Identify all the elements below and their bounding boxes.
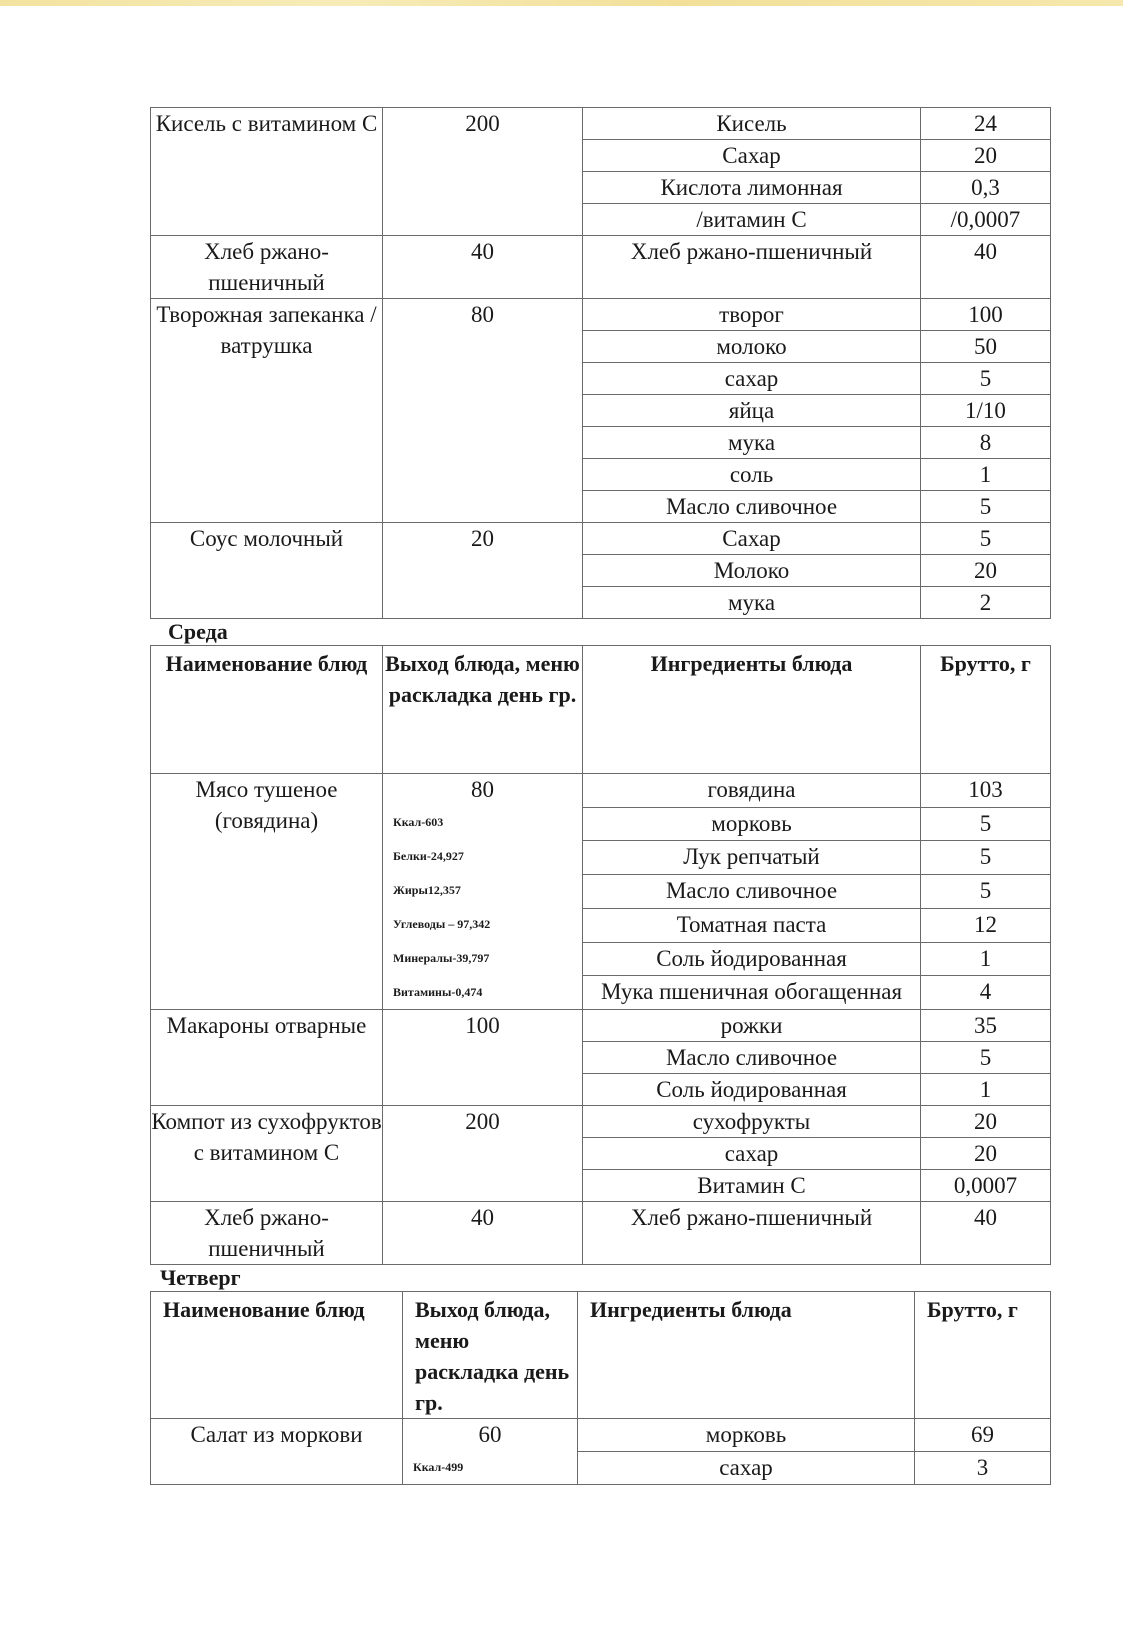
dish-name bbox=[151, 299, 383, 523]
yield-value: 80 bbox=[471, 777, 494, 802]
menu-table-wednesday bbox=[150, 645, 1051, 1265]
ingredient-gross: 20 bbox=[921, 140, 1051, 172]
dish-name bbox=[151, 523, 383, 619]
ingredient-name: мука bbox=[583, 587, 921, 619]
ingredient-name: рожки bbox=[583, 1010, 921, 1042]
table-row bbox=[151, 1010, 1051, 1042]
table-row bbox=[151, 299, 1051, 331]
yield-value: 200 bbox=[465, 111, 500, 136]
ingredient-name: Сахар bbox=[583, 140, 921, 172]
ingredient-gross: 8 bbox=[921, 427, 1051, 459]
yield-value: 20 bbox=[471, 526, 494, 551]
ingredient-name: соль bbox=[583, 459, 921, 491]
dish-name bbox=[151, 1010, 383, 1106]
nutrition-line: Минералы-39,797 bbox=[393, 951, 490, 965]
ingredient-name: Томатная паста bbox=[583, 908, 921, 942]
ingredient-name: Соль йодированная bbox=[583, 942, 921, 976]
header-dish-name: Наименование блюд bbox=[151, 646, 383, 774]
ingredient-name: Витамин С bbox=[583, 1170, 921, 1202]
dish-name-text: Салат из моркови bbox=[190, 1422, 363, 1447]
dish-name-text: Мясо тушеное (говядина) bbox=[195, 777, 338, 833]
ingredient-gross: 5 bbox=[921, 363, 1051, 395]
dish-name-text: Макароны отварные bbox=[166, 1013, 367, 1038]
dish-name-text: Хлеб ржано-пшеничный bbox=[204, 1205, 329, 1261]
ingredient-name: Соль йодированная bbox=[583, 1074, 921, 1106]
dish-name bbox=[151, 774, 383, 1010]
ingredient-name: Масло сливочное bbox=[583, 1042, 921, 1074]
dish-name bbox=[151, 1202, 383, 1265]
ingredient-gross: 103 bbox=[921, 774, 1051, 808]
ingredient-gross: 12 bbox=[921, 908, 1051, 942]
yield-value: 40 bbox=[471, 239, 494, 264]
yield-value: 40 bbox=[471, 1205, 494, 1230]
menu-document bbox=[150, 107, 1050, 1485]
ingredient-name: молоко bbox=[583, 331, 921, 363]
ingredient-name: Хлеб ржано-пшеничный bbox=[583, 1202, 921, 1265]
header-yield: Выход блюда, меню раскладка день гр. bbox=[403, 1292, 578, 1419]
ingredient-gross: 24 bbox=[921, 108, 1051, 140]
dish-name bbox=[151, 1106, 383, 1202]
ingredient-name: Хлеб ржано-пшеничный bbox=[583, 236, 921, 299]
ingredient-gross: 4 bbox=[921, 976, 1051, 1010]
ingredient-name: морковь bbox=[583, 807, 921, 841]
dish-name-text: Хлеб ржано-пшеничный bbox=[204, 239, 329, 295]
ingredient-gross: 5 bbox=[921, 1042, 1051, 1074]
nutrition-line: Витамины-0,474 bbox=[393, 985, 483, 999]
ingredient-name: говядина bbox=[583, 774, 921, 808]
nutrition-facts bbox=[383, 805, 582, 1009]
day-heading-thursday: Четверг bbox=[160, 1265, 241, 1290]
ingredient-gross: 5 bbox=[921, 875, 1051, 909]
ingredient-gross: 40 bbox=[921, 1202, 1051, 1265]
table-row bbox=[151, 1106, 1051, 1138]
ingredient-name: яйца bbox=[583, 395, 921, 427]
ingredient-name: /витамин С bbox=[583, 204, 921, 236]
ingredient-gross: /0,0007 bbox=[921, 204, 1051, 236]
table-row bbox=[151, 774, 1051, 808]
nutrition-line: Жиры12,357 bbox=[393, 883, 461, 897]
ingredient-name: Мука пшеничная обогащенная bbox=[583, 976, 921, 1010]
header-dish-name: Наименование блюд bbox=[151, 1292, 403, 1419]
yield-value: 80 bbox=[471, 302, 494, 327]
dish-yield bbox=[383, 1010, 583, 1106]
header-yield: Выход блюда, меню раскладка день гр. bbox=[383, 646, 583, 774]
menu-table-continuation bbox=[150, 107, 1051, 619]
ingredient-gross: 50 bbox=[921, 331, 1051, 363]
ingredient-gross: 20 bbox=[921, 1138, 1051, 1170]
nutrition-line: Белки-24,927 bbox=[393, 849, 464, 863]
dish-yield bbox=[383, 523, 583, 619]
ingredient-gross: 20 bbox=[921, 1106, 1051, 1138]
ingredient-gross: 2 bbox=[921, 587, 1051, 619]
ingredient-name: творог bbox=[583, 299, 921, 331]
menu-table-thursday bbox=[150, 1291, 1051, 1485]
nutrition-line: Углеводы – 97,342 bbox=[393, 917, 491, 931]
ingredient-name: сухофрукты bbox=[583, 1106, 921, 1138]
dish-yield bbox=[383, 236, 583, 299]
header-gross: Брутто, г bbox=[921, 646, 1051, 774]
ingredient-gross: 1/10 bbox=[921, 395, 1051, 427]
ingredient-name: Масло сливочное bbox=[583, 491, 921, 523]
page-edge-stain bbox=[0, 0, 1123, 6]
header-ingredients: Ингредиенты блюда bbox=[578, 1292, 915, 1419]
ingredient-name: мука bbox=[583, 427, 921, 459]
ingredient-gross: 35 bbox=[921, 1010, 1051, 1042]
ingredient-name: Кисель bbox=[583, 108, 921, 140]
ingredient-name: Молоко bbox=[583, 555, 921, 587]
dish-yield bbox=[403, 1419, 578, 1485]
ingredient-gross: 3 bbox=[915, 1452, 1051, 1485]
ingredient-gross: 5 bbox=[921, 523, 1051, 555]
table-row bbox=[151, 1419, 1051, 1452]
ingredient-name: сахар bbox=[578, 1452, 915, 1485]
table-header-row bbox=[151, 1292, 1051, 1419]
ingredient-gross: 1 bbox=[921, 942, 1051, 976]
table-row bbox=[151, 236, 1051, 299]
ingredient-gross: 5 bbox=[921, 491, 1051, 523]
ingredient-gross: 0,0007 bbox=[921, 1170, 1051, 1202]
ingredient-name: морковь bbox=[578, 1419, 915, 1452]
dish-name bbox=[151, 108, 383, 236]
table-row bbox=[151, 1202, 1051, 1265]
dish-yield bbox=[383, 774, 583, 1010]
dish-name-text: Компот из сухофруктов с витамином С bbox=[151, 1109, 382, 1165]
ingredient-name: сахар bbox=[583, 363, 921, 395]
ingredient-gross: 20 bbox=[921, 555, 1051, 587]
ingredient-gross: 69 bbox=[915, 1419, 1051, 1452]
header-gross: Брутто, г bbox=[915, 1292, 1051, 1419]
ingredient-gross: 40 bbox=[921, 236, 1051, 299]
dish-yield bbox=[383, 299, 583, 523]
nutrition-line: Ккал-603 bbox=[393, 815, 444, 829]
ingredient-name: сахар bbox=[583, 1138, 921, 1170]
yield-value: 60 bbox=[478, 1422, 502, 1447]
ingredient-name: Лук репчатый bbox=[583, 841, 921, 875]
dish-yield bbox=[383, 1202, 583, 1265]
dish-yield bbox=[383, 1106, 583, 1202]
yield-value: 200 bbox=[465, 1109, 500, 1134]
ingredient-gross: 100 bbox=[921, 299, 1051, 331]
ingredient-gross: 1 bbox=[921, 1074, 1051, 1106]
ingredient-gross: 1 bbox=[921, 459, 1051, 491]
ingredient-gross: 5 bbox=[921, 841, 1051, 875]
dish-name-text: Творожная запеканка /ватрушка bbox=[156, 302, 377, 358]
ingredient-name: Сахар bbox=[583, 523, 921, 555]
ingredient-gross: 0,3 bbox=[921, 172, 1051, 204]
header-ingredients: Ингредиенты блюда bbox=[583, 646, 921, 774]
nutrition-line: Ккал-499 bbox=[413, 1460, 464, 1474]
ingredient-gross: 5 bbox=[921, 807, 1051, 841]
ingredient-name: Масло сливочное bbox=[583, 875, 921, 909]
table-row bbox=[151, 108, 1051, 140]
yield-value: 100 bbox=[465, 1013, 500, 1038]
dish-name bbox=[151, 236, 383, 299]
dish-name-text: Кисель с витамином С bbox=[155, 111, 378, 136]
day-heading-wednesday: Среда bbox=[168, 619, 228, 644]
nutrition-facts bbox=[403, 1450, 577, 1484]
ingredient-name: Кислота лимонная bbox=[583, 172, 921, 204]
dish-name-text: Соус молочный bbox=[189, 526, 344, 551]
table-row bbox=[151, 523, 1051, 555]
table-header-row bbox=[151, 646, 1051, 774]
dish-name bbox=[151, 1419, 403, 1485]
dish-yield bbox=[383, 108, 583, 236]
